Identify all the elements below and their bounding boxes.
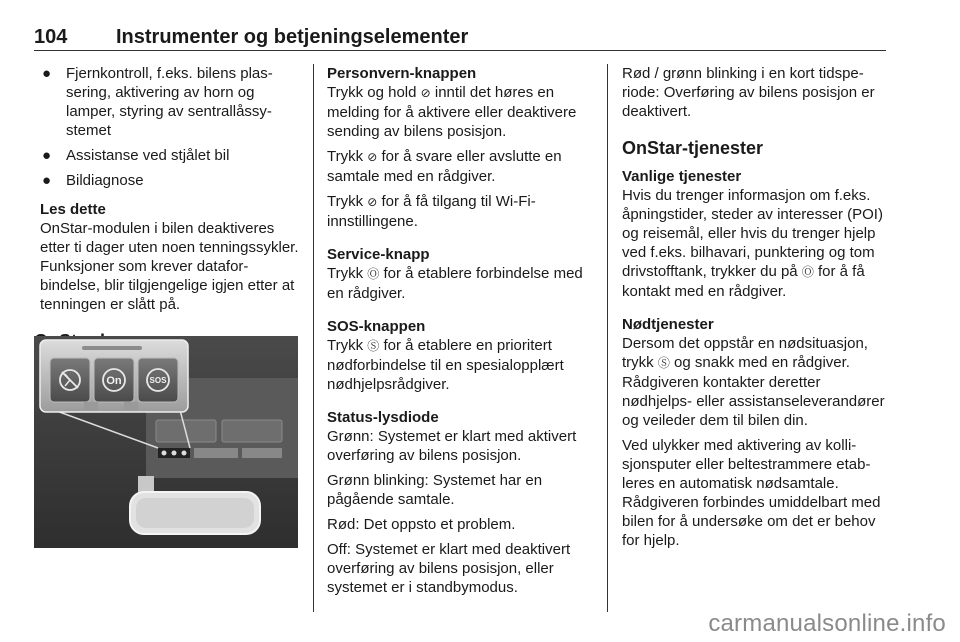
service-section (327, 245, 593, 303)
service-paragraph: Trykk Ⓞ for å etablere forbindelse med en rådgiver. (327, 265, 583, 302)
sos-paragraph: Trykk Ⓢ for å etablere en prioritert nødforbindelse til en spesialopplært nødhjelpsrådgiver. (327, 337, 564, 393)
status-title: Status-lysdiode (327, 409, 439, 426)
column-1 (34, 64, 302, 360)
emergency-section (622, 315, 888, 550)
privacy-section (327, 64, 593, 231)
service-icon: Ⓞ (801, 265, 814, 279)
status-paragraph-3: Rød: Det oppsto et problem. (327, 516, 516, 533)
status-paragraph-4: Off: Systemet er klart med deaktivert overføring av bilens posisjon, eller systemet er i standbymodus. (327, 541, 571, 596)
status-paragraph-5: Rød / grønn blinking i en kort tidsperiode: Overføring av bilens posisjon er deaktivert. (622, 65, 875, 120)
sos-icon: Ⓢ (367, 339, 380, 353)
column-3 (622, 64, 888, 564)
status-paragraph-2: Grønn blinking: Systemet har en pågående samtale. (327, 472, 543, 508)
bullet-icon: ● (42, 147, 52, 164)
privacy-paragraph-2: Trykk ⊘ for å svare eller avslutte en samtale med en rådgiver. (327, 148, 562, 185)
common-services-paragraph: Hvis du trenger informasjon om f.eks. åpningstider, steder av interesser (POI) og reisemål, eller hvis du trenger hjelp ved f.eks. bilhavari, punktering og tom drivstofftank, trykker du på Ⓞ for å få kontakt med en rådgiver. (622, 187, 883, 300)
feature-list (34, 64, 302, 190)
privacy-icon: ⊘ (367, 195, 378, 209)
list-item: ● Fjernkontroll, f.eks. bilens plassering, aktivering av horn og lamper, styring av sentrallåssystemet (42, 65, 273, 139)
column-divider-1 (313, 64, 314, 612)
privacy-paragraph-1: Trykk og hold ⊘ inntil det høres en melding for å aktivere eller deaktivere sending av bilens posisjon. (327, 84, 577, 140)
privacy-paragraph-3: Trykk ⊘ for å få tilgang til Wi-Fi-innstillingene. (327, 193, 536, 230)
emergency-paragraph-2: Ved ulykker med aktivering av kollisjonsputer eller beltestrammere etableres en automatisk nødsamtale. Rådgiveren forbindes umiddelbart med bilen for å undersøke om det er behov for hjelp. (622, 437, 881, 549)
emergency-title: Nødtjenester (622, 316, 714, 333)
common-services-section (622, 167, 888, 301)
header-rule (34, 50, 886, 51)
bullet-icon: ● (42, 172, 52, 189)
sos-button-label: SOS (149, 376, 167, 385)
page-header (34, 26, 886, 50)
onstar-button-label: On (106, 375, 122, 387)
service-title: Service-knapp (327, 246, 430, 263)
emergency-paragraph-1: Dersom det oppstår en nødsituasjon, trykk Ⓢ og snakk med en rådgiver. Rådgiveren kontakter deretter nødhjelps- eller assistanseleverandører og veileder dem til bilen din. (622, 335, 885, 429)
column-divider-2 (607, 64, 608, 612)
onstar-services-heading: OnStar-tjenester (622, 138, 764, 158)
privacy-title: Personvern-knappen (327, 65, 477, 82)
status-paragraph-1: Grønn: Systemet er klart med aktivert overføring av bilens posisjon. (327, 428, 577, 464)
note-title: Les dette (40, 201, 106, 218)
sos-section (327, 317, 593, 394)
note-box (34, 200, 302, 314)
list-item: ● Bildiagnose (42, 172, 144, 189)
sos-title: SOS-knappen (327, 318, 426, 335)
note-text: OnStar-modulen i bilen deaktiveres etter ti dager uten noen tenningssykler. Funksjoner som krever dataforbindelse, blir tilgjengelige igjen etter at tenningen er slått på. (40, 220, 299, 313)
bullet-icon: ● (42, 65, 52, 82)
sos-icon: Ⓢ (657, 356, 670, 370)
column-2 (327, 64, 593, 611)
privacy-icon: ⊘ (420, 86, 431, 100)
privacy-icon: ⊘ (367, 150, 378, 164)
status-section (327, 408, 593, 597)
onstar-buttons-figure (34, 336, 298, 548)
service-icon: Ⓞ (367, 267, 380, 281)
page-number: 104 (34, 26, 68, 48)
common-services-title: Vanlige tjenester (622, 168, 742, 185)
watermark: carmanualsonline.info (708, 610, 946, 637)
list-item: ● Assistanse ved stjålet bil (42, 147, 230, 164)
section-title: Instrumenter og betjeningselementer (116, 26, 469, 48)
